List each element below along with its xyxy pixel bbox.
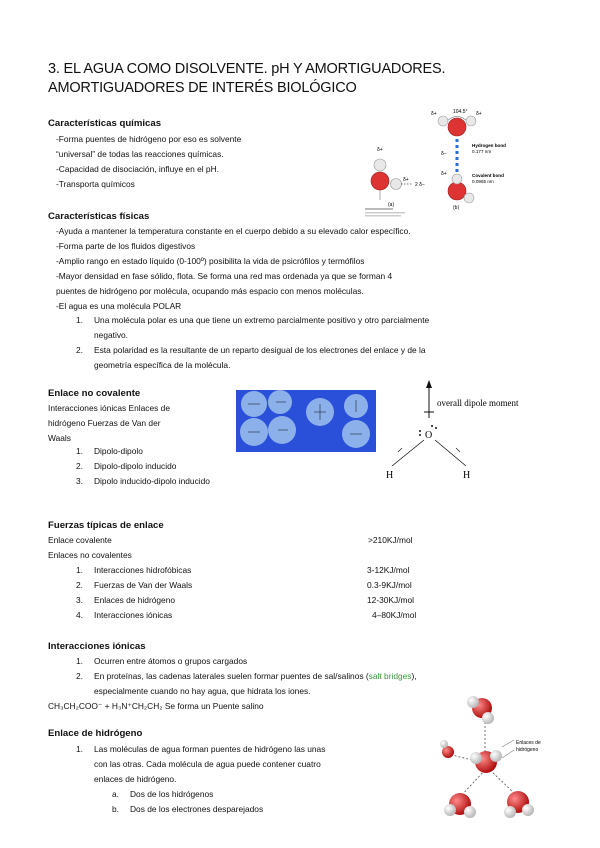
figure-label-a: (a) xyxy=(388,202,395,208)
row-name: Interacciones iónicas xyxy=(94,610,173,620)
delta-plus-label: δ+ xyxy=(441,171,447,177)
list-item: especialmente cuando no hay agua, que hidrata los iones. xyxy=(94,686,311,696)
fuerzas-table xyxy=(76,563,436,623)
list-item: -Transporta químicos xyxy=(56,179,135,189)
hydrogen-atom xyxy=(452,174,462,184)
no-covalente-heading: Enlace no covalente xyxy=(48,388,141,399)
hidrogeno-heading: Enlace de hidrógeno xyxy=(48,728,143,739)
list-number: 1. xyxy=(76,744,83,754)
list-text: Dipolo inducido-dipolo inducido xyxy=(94,476,210,486)
list-item: -Ayuda a mantener la temperatura constante en el cuerpo debido a su elevado calor específico. xyxy=(56,226,411,236)
hydrogen-atom xyxy=(374,159,386,171)
list-item xyxy=(76,343,429,358)
list-item xyxy=(76,742,325,757)
list-number: 1. xyxy=(76,656,83,666)
list-item: negativo. xyxy=(94,330,128,340)
list-item: -Mayor densidad en fase sólido, flota. Se forma una red mas ordenada ya que se forman 4 xyxy=(56,271,393,281)
salt-bridge-formula: CH₃CH₂COO⁻ + H₃N⁺CH₂CH₂ Se forma un Puente salino xyxy=(48,701,264,711)
delta-plus-label: δ+ xyxy=(476,111,482,117)
list-item xyxy=(112,787,263,802)
row-number: 1. xyxy=(76,565,83,575)
two-delta-minus-label: 2 δ− xyxy=(415,182,425,188)
quimicas-heading: Características químicas xyxy=(48,118,162,129)
list-text: ), xyxy=(411,671,417,681)
table-row xyxy=(76,563,436,578)
fisicas-list xyxy=(56,224,411,314)
list-item: -Capacidad de disociación, influye en el pH. xyxy=(56,164,219,174)
ionicas-list xyxy=(76,654,417,699)
row-value: 4–80KJ/mol xyxy=(372,610,417,620)
covalente-value: >210KJ/mol xyxy=(368,535,413,545)
list-number: 2. xyxy=(76,671,83,681)
salt-bridges-text: salt bridges xyxy=(368,671,412,681)
row-name: Interacciones hidrofóbicas xyxy=(94,565,192,575)
fuerzas-heading: Fuerzas típicas de enlace xyxy=(48,520,164,531)
oxygen-atom xyxy=(448,118,466,136)
hidrogeno-text xyxy=(76,742,325,787)
list-text: Esta polaridad es la resultante de un reparto desigual de los electrones del enlace y de la xyxy=(94,345,426,355)
list-number: 2. xyxy=(76,345,83,355)
delta-plus-label: δ+ xyxy=(431,111,437,117)
polar-numbered-list xyxy=(76,313,429,373)
no-covalentes-label: Enlaces no covalentes xyxy=(48,550,132,560)
list-letter: a. xyxy=(112,789,119,799)
hydrogen-bond-figure xyxy=(440,692,560,832)
fig-label: hidrógeno xyxy=(516,747,539,753)
list-text: Dipolo-dipolo xyxy=(94,446,143,456)
text-line: Waals xyxy=(48,433,71,443)
list-number: 1. xyxy=(76,315,83,325)
row-number: 3. xyxy=(76,595,83,605)
list-text: En proteínas, las cadenas laterales suelen formar puentes de sal/salinos ( xyxy=(94,671,369,681)
no-covalente-text xyxy=(48,401,170,446)
water-molecule-a xyxy=(365,147,425,217)
list-item xyxy=(76,654,417,669)
ionicas-heading: Interacciones iónicas xyxy=(48,641,146,652)
text-line: con las otras. Cada molécula de agua puede contener cuatro xyxy=(94,759,321,769)
list-text: Dos de los hidrógenos xyxy=(130,789,214,799)
figure-label-b: (b) xyxy=(453,205,460,211)
hydrogen-label: H xyxy=(463,470,471,481)
row-value: 3-12KJ/mol xyxy=(367,565,410,575)
list-item: -Forma parte de los fluidos digestivos xyxy=(56,241,196,251)
list-item: “universal” de todas las reacciones químicas. xyxy=(56,149,224,159)
hydrogen-bond-length: 0.177 nm xyxy=(472,149,492,154)
hidrogeno-sublist xyxy=(112,787,263,817)
list-text: Dos de los electrones desparejados xyxy=(130,804,264,814)
water-molecule-b xyxy=(431,109,506,211)
row-number: 4. xyxy=(76,610,83,620)
fisicas-heading: Características físicas xyxy=(48,211,150,222)
fig-label: Enlaces de xyxy=(516,740,541,746)
list-text: Dipolo-dipolo inducido xyxy=(94,461,177,471)
list-item xyxy=(76,459,210,474)
hydrogen-label: H xyxy=(386,470,394,481)
title-line-2: AMORTIGUADORES DE INTERÉS BIOLÓGICO xyxy=(48,80,357,96)
hydrogen-atom xyxy=(466,116,476,126)
row-number: 2. xyxy=(76,580,83,590)
list-item: -Forma puentes de hidrógeno por eso es solvente xyxy=(56,134,242,144)
dipole-moment-figure xyxy=(380,378,519,486)
list-number: 1. xyxy=(76,446,83,456)
water-molecule-figure xyxy=(365,105,540,220)
row-value: 0.3-9KJ/mol xyxy=(367,580,412,590)
list-text: Una molécula polar es una que tiene un extremo parcialmente positivo y otro parcialmente xyxy=(94,315,430,325)
table-row xyxy=(76,608,436,623)
delta-plus-label: δ+ xyxy=(377,147,383,153)
list-number: 3. xyxy=(76,476,83,486)
text-line: Interacciones iónicas Enlaces de xyxy=(48,403,170,413)
row-value: 12-30KJ/mol xyxy=(367,595,415,605)
delta-plus-label: δ+ xyxy=(403,177,409,183)
covalente-label: Enlace covalente xyxy=(48,535,112,545)
bond-angle-label: 104.5° xyxy=(453,109,468,115)
list-item xyxy=(76,444,210,459)
list-item: puentes de hidrógeno por molécula, ocupando más espacio con menos moléculas. xyxy=(56,286,364,296)
oxygen-atom xyxy=(448,182,466,200)
hydrogen-bond-label: Hydrogen bond xyxy=(472,143,506,148)
text-line: hidrógeno Fuerzas de Van der xyxy=(48,418,161,428)
list-item: -Amplio rango en estado líquido (0-100º) posibilita la vida de psicrófilos y termófilos xyxy=(56,256,365,266)
table-row xyxy=(76,578,436,593)
list-item: geometría específica de la molécula. xyxy=(94,360,231,370)
list-letter: b. xyxy=(112,804,119,814)
list-item xyxy=(76,669,417,684)
oxygen-atom xyxy=(371,172,389,190)
oxygen-label: O xyxy=(425,430,433,441)
list-number: 2. xyxy=(76,461,83,471)
list-item xyxy=(76,313,429,328)
dipole-interaction-image xyxy=(236,390,376,452)
delta-minus-label: δ− xyxy=(441,151,447,157)
quimicas-list xyxy=(56,132,241,192)
list-item xyxy=(112,802,263,817)
dipole-label: overall dipole moment xyxy=(437,398,519,408)
no-covalente-list xyxy=(76,444,210,489)
hydrogen-atom xyxy=(464,193,474,203)
hydrogen-atom xyxy=(391,179,402,190)
list-text: Las moléculas de agua forman puentes de hidrógeno las unas xyxy=(94,744,326,754)
list-item xyxy=(76,474,210,489)
row-name: Fuerzas de Van der Waals xyxy=(94,580,193,590)
covalent-bond-label: Covalent bond xyxy=(472,173,504,178)
table-row xyxy=(76,593,436,608)
list-text: Ocurren entre átomos o grupos cargados xyxy=(94,656,248,666)
list-item: -El agua es una molécula POLAR xyxy=(56,301,182,311)
hydrogen-atom xyxy=(438,116,448,126)
title-line-1: 3. EL AGUA COMO DISOLVENTE. pH Y AMORTIGUADORES. xyxy=(48,61,446,77)
text-line: enlaces de hidrógeno. xyxy=(94,774,177,784)
covalent-bond-length: 0.0965 nm xyxy=(472,179,494,184)
row-name: Enlaces de hidrógeno xyxy=(94,595,176,605)
page-title xyxy=(48,60,468,98)
